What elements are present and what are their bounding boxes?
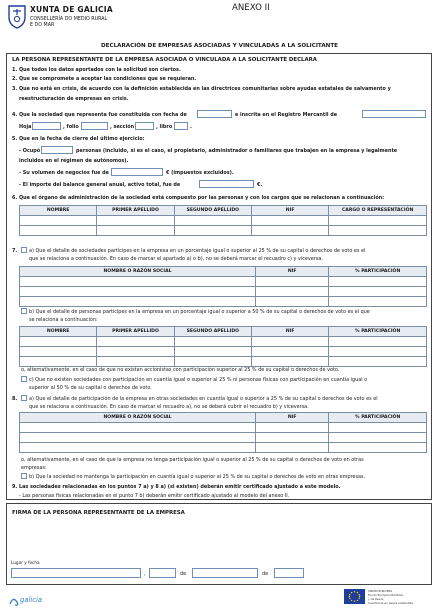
table-cell[interactable]	[256, 287, 329, 297]
table-row	[20, 277, 427, 287]
table-cell[interactable]	[251, 216, 328, 226]
libro-label: , libro	[156, 124, 173, 130]
table-cell[interactable]	[20, 216, 97, 226]
eu-label-line-3: y de Pesca	[368, 597, 384, 601]
table-cell[interactable]	[329, 357, 427, 367]
table-row	[20, 226, 427, 236]
table-cell[interactable]	[20, 347, 97, 357]
signature-box	[6, 503, 432, 585]
item-2: 2. Que se compromete a aceptar las condiciones que se requieran.	[12, 76, 197, 82]
t7b-col-nif: NIF	[251, 327, 328, 337]
item-8b: b) Que la sociedad no mantenga la participación en cuantía igual o superior al 25 % de su capital o derechos de voto en otras empresas.	[29, 474, 366, 480]
table-cell[interactable]	[174, 357, 251, 367]
table-cell[interactable]	[20, 433, 256, 443]
table-cell[interactable]	[97, 226, 174, 236]
hoja-field[interactable]	[32, 122, 61, 130]
table-cell[interactable]	[329, 216, 427, 226]
table-cell[interactable]	[329, 347, 427, 357]
item-3-line-1: 3. Que no está en crisis, de acuerdo con la definición establecida en las directrices comunitarias sobre ayudas estatales de salvamento y	[12, 86, 391, 92]
department-line-2: E DO MAR	[30, 23, 55, 28]
table-cell[interactable]	[174, 216, 251, 226]
board-col-nif: NIF	[251, 206, 328, 216]
item-7c-line-1: c) Que no existen sociedades con participación en cuantía igual o superior al 25 % ni personas físicas con participación en cuantía igual o	[29, 377, 368, 383]
table-cell[interactable]	[329, 287, 427, 297]
turnover-unit: € (impuestos excluidos).	[166, 170, 234, 176]
table-cell[interactable]	[251, 226, 328, 236]
item-7b-line-2: se relaciona a continuación:	[29, 317, 98, 323]
table-cell[interactable]	[20, 423, 256, 433]
item-9: 9. Las sociedades relacionadas en los puntos 7 a) y 8 a) (si existen) deberán emitir certificado ajustado a este modelo.	[12, 484, 341, 490]
table-cell[interactable]	[97, 347, 174, 357]
item-3-line-2: reestructuración de empresas en crisis.	[19, 96, 129, 102]
balance-label: - El importe del balance general anual, activo total, fue de	[19, 182, 181, 188]
t8a-col-nif: NIF	[256, 413, 329, 423]
table-cell[interactable]	[20, 226, 97, 236]
seccion-field[interactable]	[135, 122, 154, 130]
table-cell[interactable]	[20, 357, 97, 367]
table-cell[interactable]	[256, 423, 329, 433]
checkbox-8b[interactable]	[21, 473, 27, 479]
department-line-1: CONSELLERÍA DO MEDIO RURAL	[30, 17, 108, 22]
t7a-col-participacion: % PARTICIPACIÓN	[329, 267, 427, 277]
table-cell[interactable]	[251, 357, 328, 367]
board-col-cargo: CARGO O REPRESENTACIÓN	[329, 206, 427, 216]
item-8a-line-1: a) Que el detalle de participación de la empresa en otras sociedades en cuantía igual o superior a 25 % de su capital o derechos de voto es el	[29, 396, 378, 402]
table-cell[interactable]	[329, 226, 427, 236]
libro-field[interactable]	[174, 122, 188, 130]
table-row	[20, 357, 427, 367]
table-cell[interactable]	[97, 337, 174, 347]
eu-label-line-4: Invertimos en pesca sostenible	[368, 601, 413, 605]
document-title: DECLARACIÓN DE EMPRESAS ASOCIADAS Y VINCULADAS A LA SOLICITANTE	[101, 43, 338, 49]
table-cell[interactable]	[174, 347, 251, 357]
balance-unit: €.	[257, 182, 263, 188]
t7a-col-nombre: NOMBRE O RAZÓN SOCIAL	[20, 267, 256, 277]
table-cell[interactable]	[20, 297, 256, 307]
place-date-label: Lugar y fecha	[11, 560, 40, 565]
org-name: XUNTA DE GALICIA	[30, 5, 113, 14]
table-row	[20, 287, 427, 297]
item-6: 6. Que el órgano de administración de la sociedad está compuesto por las personas y con los cargos que se relacionan a continuación:	[12, 195, 385, 201]
section-title-declaration: LA PERSONA REPRESENTANTE DE LA EMPRESA ASOCIADA O VINCULADA A LA SOLICITANTE DECLARA	[12, 57, 317, 63]
place-field[interactable]	[11, 568, 141, 578]
table-cell[interactable]	[251, 337, 328, 347]
table-cell[interactable]	[20, 287, 256, 297]
month-field[interactable]	[192, 568, 258, 578]
table-row	[20, 337, 427, 347]
table-cell[interactable]	[20, 443, 256, 453]
item-4-period: .	[190, 124, 192, 130]
table-cell[interactable]	[329, 433, 427, 443]
table-cell[interactable]	[256, 297, 329, 307]
item-7-number: 7.	[12, 248, 18, 254]
table-cell[interactable]	[20, 337, 97, 347]
item-7c-line-2: superior al 50 % de su capital o derechos de voto.	[29, 385, 152, 391]
table-cell[interactable]	[174, 226, 251, 236]
table-row	[20, 443, 427, 453]
table-cell[interactable]	[256, 433, 329, 443]
eu-flag-icon	[344, 589, 365, 604]
table-cell[interactable]	[256, 443, 329, 453]
table-cell[interactable]	[97, 216, 174, 226]
table-cell[interactable]	[329, 443, 427, 453]
table-cell[interactable]	[174, 337, 251, 347]
table-cell[interactable]	[329, 337, 427, 347]
year-field[interactable]	[274, 568, 304, 578]
t7b-col-primer-apellido: PRIMER APELLIDO	[97, 327, 174, 337]
table-cell[interactable]	[97, 357, 174, 367]
de-label-2: de	[262, 571, 269, 577]
checkbox-7a[interactable]	[21, 247, 27, 253]
table-cell[interactable]	[20, 277, 256, 287]
t8a-col-nombre: NOMBRE O RAZÓN SOCIAL	[20, 413, 256, 423]
table-7b	[19, 326, 427, 367]
item-8a-line-2: que se relaciona a continuación. En caso de marcar el recuadro a), no se deberá cubrir el recuadro b) y viceversa.	[29, 404, 309, 410]
table-cell[interactable]	[256, 277, 329, 287]
table-row	[20, 347, 427, 357]
galicia-wordmark: galicia	[20, 596, 43, 604]
item-7a-line-1: a) Que el detalle de sociedades partícipes en la empresa en un porcentaje igual o superior al 25 % de su capital o derechos de voto es el	[29, 248, 366, 254]
t7b-col-segundo-apellido: SEGUNDO APELLIDO	[174, 327, 251, 337]
de-label-1: de	[180, 571, 187, 577]
item-9-natural-persons: - Las personas físicas relacionadas en el punto 7 b) deberán emitir certificado ajustado al modelo del anexo II.	[19, 493, 290, 499]
xunta-coat-of-arms-icon	[6, 3, 28, 29]
board-col-nombre: NOMBRE	[20, 206, 97, 216]
board-col-segundo-apellido: SEGUNDO APELLIDO	[174, 206, 251, 216]
page-header	[6, 3, 434, 39]
t7a-col-nif: NIF	[256, 267, 329, 277]
board-col-primer-apellido: PRIMER APELLIDO	[97, 206, 174, 216]
table-cell[interactable]	[329, 423, 427, 433]
item-1: 1. Que todos los datos aportados con la solicitud son ciertos.	[12, 67, 181, 73]
item-5-personas-line-2: incluidos en el régimen de autónomos).	[19, 158, 129, 164]
item-8-alternative-line-2: empresas:	[21, 465, 47, 471]
eu-label-line-1: UNIÓN EUROPEA	[368, 589, 393, 593]
checkbox-7b[interactable]	[21, 308, 27, 314]
table-row	[20, 423, 427, 433]
day-field[interactable]	[149, 568, 176, 578]
employees-field[interactable]	[41, 146, 73, 154]
table-row	[20, 216, 427, 226]
board-table	[19, 205, 427, 236]
table-cell[interactable]	[251, 347, 328, 357]
eu-label-line-2: Fondo Europeo Marítimo	[368, 593, 404, 597]
item-7-alternative: o, alternativamente, en el caso de que no existan accionistas con participación superior al 25 % de su capital o derechos de voto.	[21, 367, 340, 373]
t7b-col-nombre: NOMBRE	[20, 327, 97, 337]
constitution-date-field[interactable]	[197, 110, 232, 118]
table-7a	[19, 266, 427, 307]
table-row	[20, 433, 427, 443]
checkbox-8a[interactable]	[21, 395, 27, 401]
table-cell[interactable]	[329, 277, 427, 287]
declaration-box	[6, 53, 432, 500]
item-5: 5. Que en la fecha de cierre del último ejercicio:	[12, 136, 145, 142]
checkbox-7c[interactable]	[21, 376, 27, 382]
item-4-registry-text: e inscrita en el Registro Mercantil de	[235, 112, 338, 118]
t8a-col-participacion: % PARTICIPACIÓN	[329, 413, 427, 423]
turnover-label: - Su volumen de negocios fue de	[19, 170, 109, 176]
ocupo-label: - Ocupó	[19, 148, 41, 154]
item-4-text: 4. Que la sociedad que representa fue constituida con fecha de	[12, 112, 187, 118]
folio-field[interactable]	[81, 122, 108, 130]
comma-separator: ,	[144, 571, 146, 577]
hoja-label: Hoja	[19, 124, 32, 130]
item-8-number: 8.	[12, 396, 18, 402]
table-cell[interactable]	[329, 297, 427, 307]
item-8-alternative-line-1: o, alternativamente, en el caso de que la empresa no tenga participación igual o superior al 25 % de su capital o derechos de voto en otras	[21, 457, 364, 463]
folio-label: , folio	[63, 124, 79, 130]
registry-field[interactable]	[362, 110, 426, 118]
t7b-col-participacion: % PARTICIPACIÓN	[329, 327, 427, 337]
table-8a	[19, 412, 427, 453]
turnover-field[interactable]	[111, 168, 163, 176]
item-5-personas-line-1: personas (incluido, si es el caso, el propietario, administrador o familiares que trabajen en la empresa y legalmente	[76, 148, 398, 154]
annex-label: ANEXO II	[232, 3, 270, 13]
signature-title: FIRMA DE LA PERSONA REPRESENTANTE DE LA EMPRESA	[12, 510, 185, 516]
balance-field[interactable]	[199, 180, 254, 188]
table-row	[20, 297, 427, 307]
item-7a-line-2: que se relaciona a continuación. En caso de marcar el apartado a) o b), no se deberá marcar el recuadro c) y viceversa.	[29, 256, 323, 262]
item-7b-line-1: b) Que el detalle de personas partícipes en la empresa en un porcentaje igual o superior a 50 % de su capital o derechos de voto es el que	[29, 309, 370, 315]
seccion-label: , sección	[110, 124, 135, 130]
